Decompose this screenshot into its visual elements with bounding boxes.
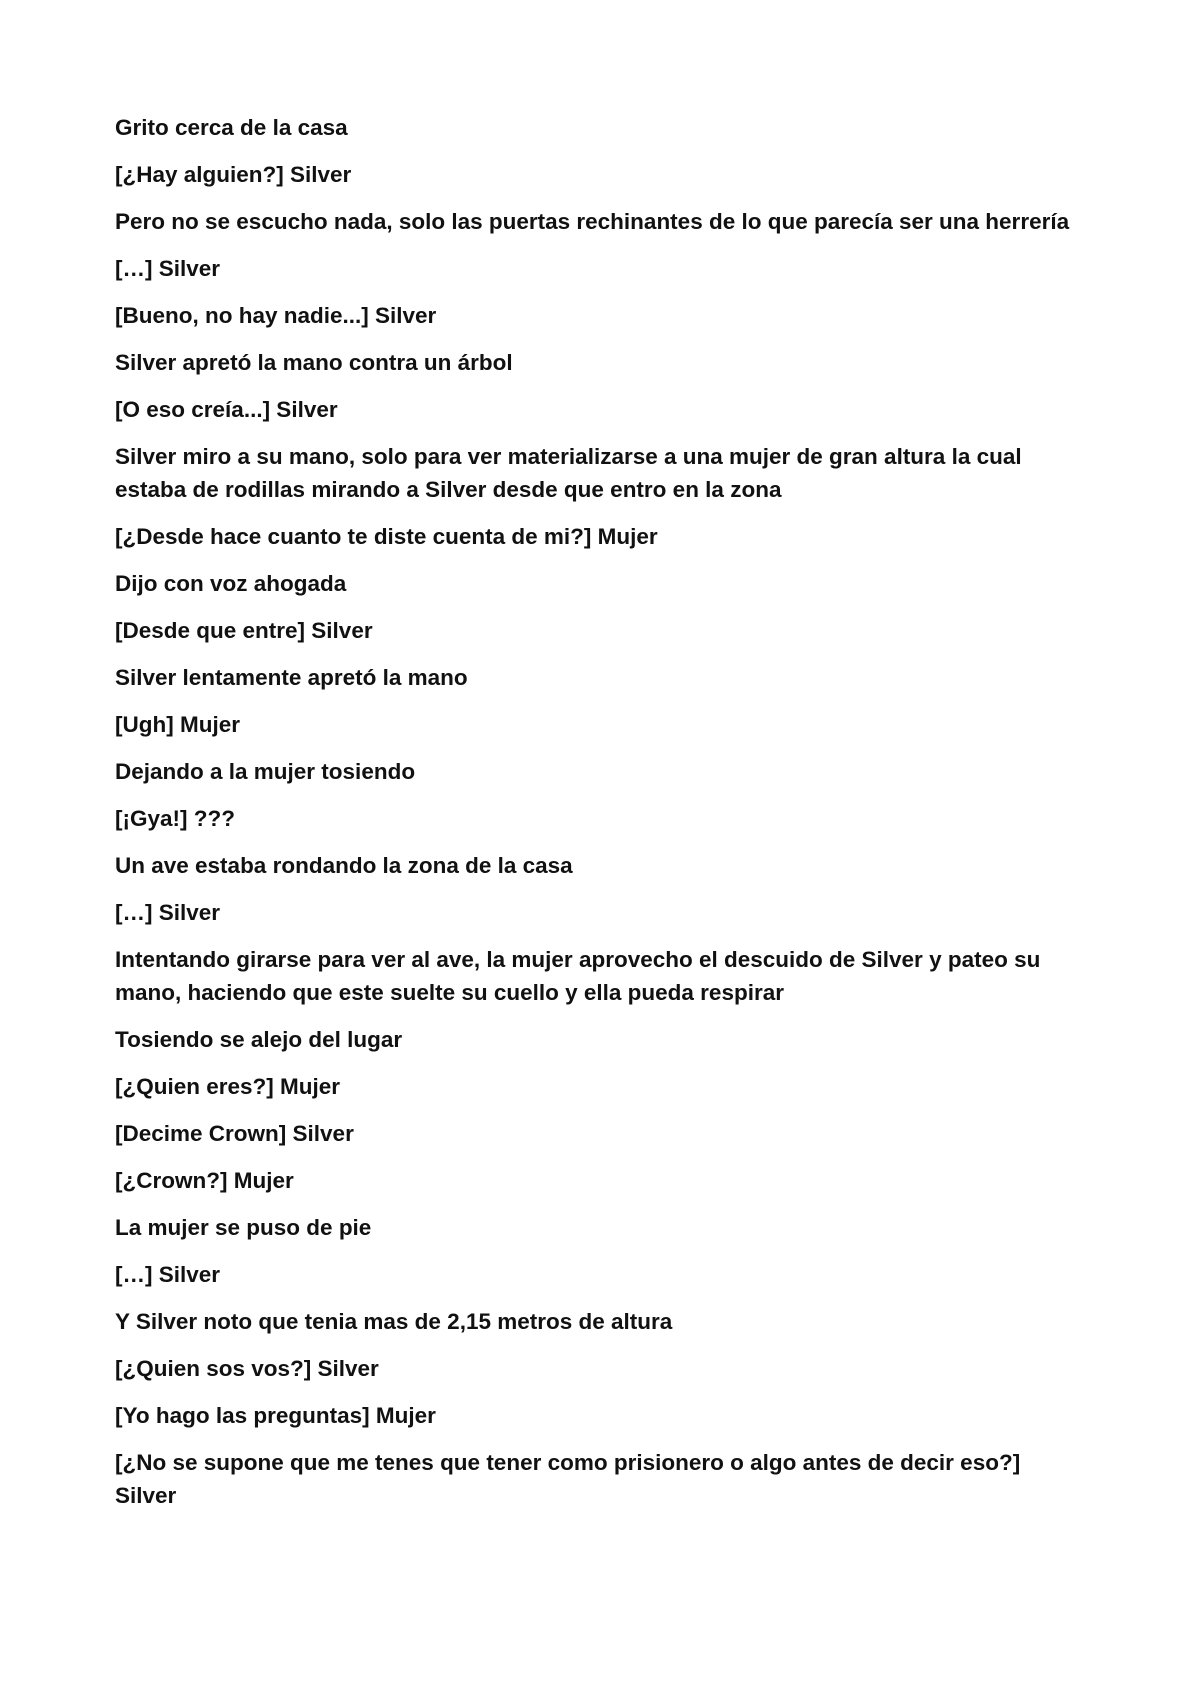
paragraph: Silver apretó la mano contra un árbol bbox=[115, 350, 513, 375]
paragraph: Silver miro a su mano, solo para ver materializarse a una mujer de gran altura la cual estaba de rodillas mirando a Silver desde que entro en la zona bbox=[115, 444, 1022, 502]
paragraph: Grito cerca de la casa bbox=[115, 115, 348, 140]
paragraph: [Ugh] Mujer bbox=[115, 712, 240, 737]
paragraph: Silver lentamente apretó la mano bbox=[115, 665, 468, 690]
paragraph: Dejando a la mujer tosiendo bbox=[115, 759, 416, 784]
paragraph: Pero no se escucho nada, solo las puertas rechinantes de lo que parecía ser una herrería bbox=[115, 209, 1070, 234]
paragraph: [Decime Crown] Silver bbox=[115, 1121, 354, 1146]
paragraph: [¿Quien sos vos?] Silver bbox=[115, 1356, 379, 1381]
paragraph: La mujer se puso de pie bbox=[115, 1215, 372, 1240]
paragraph: [¿Hay alguien?] Silver bbox=[115, 162, 352, 187]
paragraph: […] Silver bbox=[115, 900, 221, 925]
paragraph: […] Silver bbox=[115, 1262, 221, 1287]
paragraph: Tosiendo se alejo del lugar bbox=[115, 1027, 403, 1052]
paragraph: [¿No se supone que me tenes que tener como prisionero o algo antes de decir eso?] Silver bbox=[115, 1450, 1021, 1508]
paragraph: Y Silver noto que tenia mas de 2,15 metros de altura bbox=[115, 1309, 673, 1334]
paragraph: [Yo hago las preguntas] Mujer bbox=[115, 1403, 436, 1428]
paragraph: [Desde que entre] Silver bbox=[115, 618, 373, 643]
document-body bbox=[115, 111, 1085, 1526]
paragraph: […] Silver bbox=[115, 256, 221, 281]
paragraph: Dijo con voz ahogada bbox=[115, 571, 347, 596]
paragraph: [¿Desde hace cuanto te diste cuenta de mi?] Mujer bbox=[115, 524, 658, 549]
paragraph: Intentando girarse para ver al ave, la mujer aprovecho el descuido de Silver y pateo su mano, haciendo que este suelte su cuello y ella pueda respirar bbox=[115, 947, 1041, 1005]
paragraph: [¿Quien eres?] Mujer bbox=[115, 1074, 341, 1099]
paragraph: [Bueno, no hay nadie...] Silver bbox=[115, 303, 437, 328]
paragraph: [¡Gya!] ??? bbox=[115, 806, 235, 831]
paragraph: [¿Crown?] Mujer bbox=[115, 1168, 294, 1193]
paragraph: Un ave estaba rondando la zona de la casa bbox=[115, 853, 573, 878]
paragraph: [O eso creía...] Silver bbox=[115, 397, 338, 422]
